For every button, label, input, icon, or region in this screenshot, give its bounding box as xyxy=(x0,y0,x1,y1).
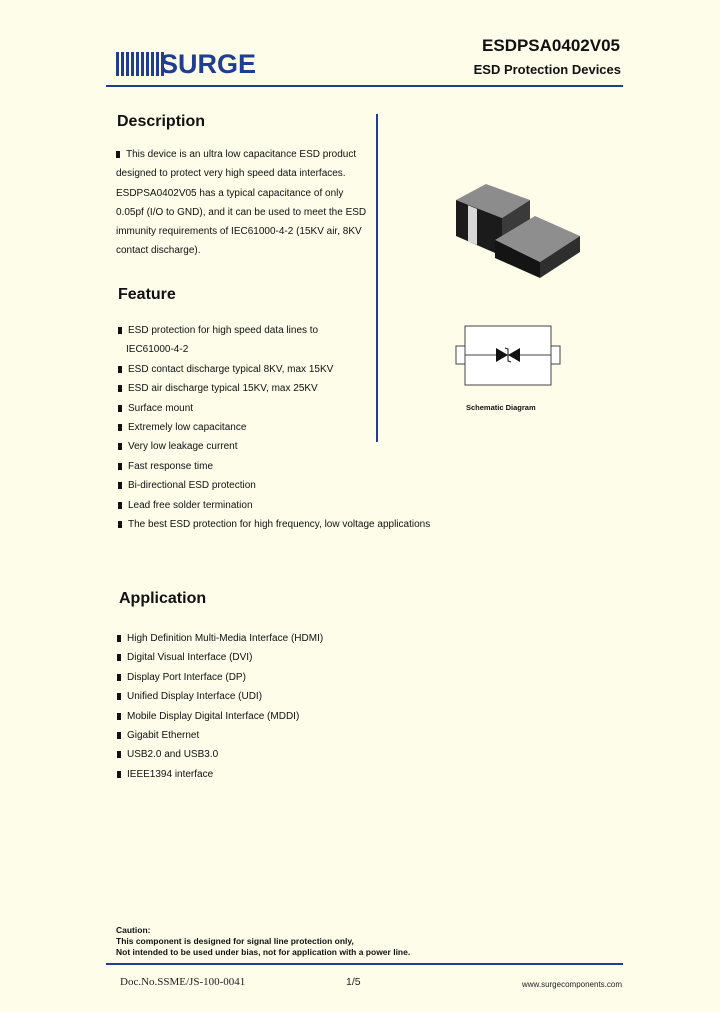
bullet-icon xyxy=(118,385,122,392)
feature-heading: Feature xyxy=(118,286,176,303)
list-item-continuation: IEC61000-4-2 xyxy=(126,344,189,356)
description-line: 0.05pf (I/O to GND), and it can be used to meet the ESD xyxy=(116,206,367,218)
package-image xyxy=(450,178,585,278)
list-item: Bi-directional ESD protection xyxy=(118,476,430,495)
list-item: ESD contact discharge typical 8KV, max 15KV xyxy=(118,360,430,379)
list-item: The best ESD protection for high frequency, low voltage applications xyxy=(118,515,430,534)
logo-text: SURGE xyxy=(160,49,257,79)
bullet-icon xyxy=(117,654,121,661)
bullet-icon xyxy=(118,405,122,412)
list-item: USB2.0 and USB3.0 xyxy=(117,745,323,764)
application-list xyxy=(117,629,323,784)
list-item: Gigabit Ethernet xyxy=(117,726,323,745)
description-line: contact discharge). xyxy=(116,245,201,257)
caution-note xyxy=(116,925,410,958)
bullet-icon xyxy=(118,424,122,431)
bullet-icon xyxy=(118,482,122,489)
document-subtitle: ESD Protection Devices xyxy=(473,62,621,77)
caution-line: This component is designed for signal line protection only, xyxy=(116,936,354,946)
bullet-icon xyxy=(118,327,122,334)
list-item: Digital Visual Interface (DVI) xyxy=(117,648,323,667)
page-number: 1/5 xyxy=(346,976,361,988)
application-heading: Application xyxy=(119,590,207,607)
list-item: Display Port Interface (DP) xyxy=(117,668,323,687)
list-item: Lead free solder termination xyxy=(118,496,430,515)
list-item: Very low leakage current xyxy=(118,437,430,456)
bullet-icon xyxy=(117,674,121,681)
bidirectional-tvs-diode-icon xyxy=(496,348,520,362)
header-divider xyxy=(106,85,623,87)
surge-logo xyxy=(116,49,257,79)
schematic-caption: Schematic Diagram xyxy=(466,403,536,412)
description-line: immunity requirements of IEC61000-4-2 (15KV air, 8KV xyxy=(116,226,362,238)
bullet-icon xyxy=(117,751,121,758)
logo-bars-icon xyxy=(116,52,164,76)
feature-list xyxy=(118,321,430,534)
description-heading: Description xyxy=(117,113,206,130)
bullet-icon xyxy=(118,502,122,509)
bullet-icon xyxy=(118,366,122,373)
part-number: ESDPSA0402V05 xyxy=(482,36,620,55)
bullet-icon xyxy=(117,635,121,642)
list-item: IEEE1394 interface xyxy=(117,765,323,784)
description-line: This device is an ultra low capacitance ESD product xyxy=(116,145,378,164)
footer-divider xyxy=(106,963,623,965)
bullet-icon xyxy=(116,151,120,158)
list-item: ESD protection for high speed data lines to xyxy=(118,321,430,340)
bullet-icon xyxy=(117,713,121,720)
bullet-icon xyxy=(117,732,121,739)
description-line: ESDPSA0402V05 has a typical capacitance of only xyxy=(116,187,344,199)
schematic-diagram xyxy=(454,325,564,387)
website-link[interactable]: www.surgecomponents.com xyxy=(521,980,622,989)
list-item: Mobile Display Digital Interface (MDDI) xyxy=(117,707,323,726)
list-item: Unified Display Interface (UDI) xyxy=(117,687,323,706)
bullet-icon xyxy=(117,771,121,778)
list-item: Extremely low capacitance xyxy=(118,418,430,437)
caution-title: Caution: xyxy=(116,925,151,935)
bullet-icon xyxy=(117,693,121,700)
bullet-icon xyxy=(118,521,122,528)
description-line: designed to protect very high speed data interfaces. xyxy=(116,168,346,180)
document-number: Doc.No.SSME/JS-100-0041 xyxy=(120,976,246,988)
bullet-icon xyxy=(118,463,122,470)
list-item: ESD air discharge typical 15KV, max 25KV xyxy=(118,379,430,398)
list-item: Fast response time xyxy=(118,457,430,476)
description-text xyxy=(116,145,378,261)
list-item: Surface mount xyxy=(118,399,430,418)
list-item: High Definition Multi-Media Interface (HDMI) xyxy=(117,629,323,648)
bullet-icon xyxy=(118,443,122,450)
caution-line: Not intended to be used under bias, not for application with a power line. xyxy=(116,947,411,957)
